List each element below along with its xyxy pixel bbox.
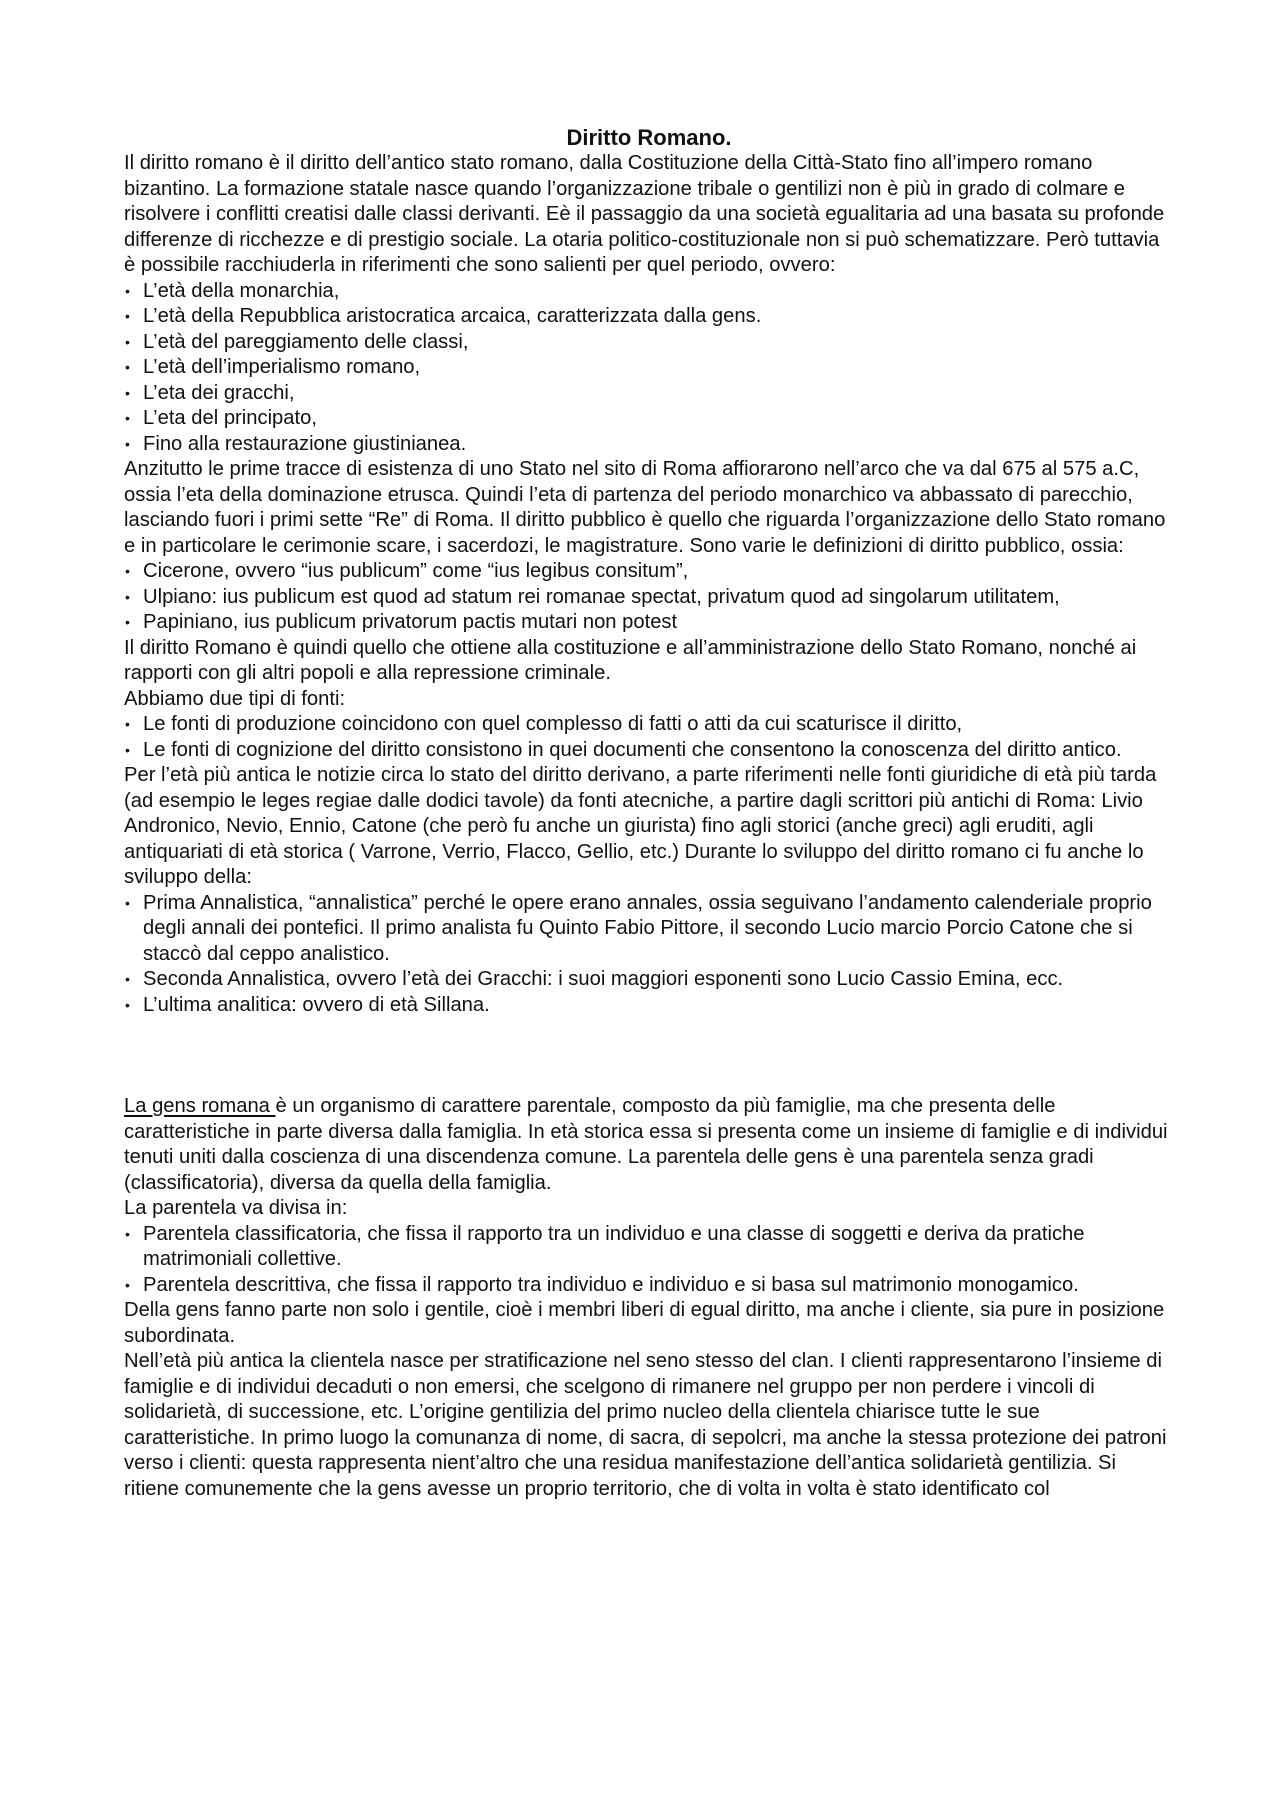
diritto-paragraph: Il diritto Romano è quindi quello che ottiene alla costituzione e all’amministrazione dello Stato Romano, nonché ai rapporti con gli altri popoli e alla repressione criminale. — [124, 636, 1137, 684]
fonti-intro: Abbiamo due tipi di fonti: — [124, 687, 346, 710]
list-item: • L’ultima analitica: ovvero di età Sillana. — [124, 993, 1174, 1019]
fonti-list — [124, 712, 1174, 763]
intro-paragraph: Il diritto romano è il diritto dell’antico stato romano, dalla Costituzione della Città-Stato fino all’impero romano bizantino. La formazione statale nasce quando l’organizzazione tribale o gentilizi non è più in grado di colmare e risolvere i conflitti creatisi dalle classi derivanti. Eè il passaggio da una società egualitaria ad una basata su profonde differenze di ricchezze e di prestigio sociale. La otaria politico-costituzionale non si può schematizzare. Però tuttavia è possibile racchiuderla in riferimenti che sono salienti per quel periodo, ovvero: — [124, 152, 1165, 276]
list-item: • Cicerone, ovvero “ius publicum” come “ius legibus consitum”, — [124, 559, 1174, 585]
parentela-intro: La parentela va divisa in: — [124, 1197, 348, 1219]
definitions-list — [124, 559, 1174, 636]
gens-paragraph — [124, 1094, 1174, 1196]
periods-list — [124, 279, 1174, 458]
parentela-list — [124, 1222, 1174, 1299]
gens-text: è un organismo di carattere parentale, composto da più famiglie, ma che presenta delle caratteristiche in parte diversa dalla famiglia. In età storica essa si presenta come un insieme di famiglie e di individui tenuti uniti dalla coscienza di una discendenza comune. La parentela delle gens è una parentela senza gradi (classificatoria), diversa da quella della famiglia. — [124, 1095, 1168, 1194]
list-item: • L’età della Repubblica aristocratica arcaica, caratterizzata dalla gens. — [124, 304, 1174, 330]
list-item: • Le fonti di produzione coincidono con quel complesso di fatti o atti da cui scaturisce il diritto, — [124, 712, 1174, 738]
section-spacer — [124, 1018, 1174, 1094]
list-item: • Fino alla restaurazione giustinianea. — [124, 432, 1174, 458]
list-item: • L’età della monarchia, — [124, 279, 1174, 305]
gens-heading: La gens romana — [124, 1095, 276, 1117]
clientela-paragraph: Nell’età più antica la clientela nasce per stratificazione nel seno stesso del clan. I clienti rappresentarono l’insieme di famiglie e di individui decaduti o non emersi, che scelgono di rimanere nel gruppo per non perdere i vincoli di solidarietà, di successione, etc. L’origine gentilizia del primo nucleo della clientela chiarisce tutte le sue caratteristiche. In primo luogo la comunanza di nome, di sacra, di sepolcri, ma anche la stessa protezione dei patroni verso i clienti: questa rappresenta nient’altro che una residua manifestazione dell’antica solidarietà gentilizia. Si ritiene comunemente che la gens avesse un proprio territorio, che di volta in volta è stato identificato col — [124, 1350, 1167, 1500]
list-item: • Parentela descrittiva, che fissa il rapporto tra individuo e individuo e si basa sul matrimonio monogamico. — [124, 1273, 1174, 1299]
list-item: • L’età del pareggiamento delle classi, — [124, 330, 1174, 356]
list-item: • Prima Annalistica, “annalistica” perché le opere erano annales, ossia seguivano l’andamento calenderiale proprio degli annali dei pontefici. Il primo analista fu Quinto Fabio Pittore, il secondo Lucio marcio Porcio Catone che si staccò dal ceppo analistico. — [124, 891, 1174, 968]
origins-paragraph: Anzitutto le prime tracce di esistenza di uno Stato nel sito di Roma affiorarono nell’arco che va dal 675 al 575 a.C, ossia l’eta della dominazione etrusca. Quindi l’eta di partenza del periodo monarchico va abbassato di parecchio, lasciando fuori i primi sette “Re” di Roma. Il diritto pubblico è quello che riguarda l’organizzazione dello Stato romano e in particolare le cerimonie scare, i sacerdozi, le magistrature. Sono varie le definizioni di diritto pubblico, ossia: — [124, 458, 1166, 557]
annalistica-list — [124, 891, 1174, 1019]
list-item: • L’eta dei gracchi, — [124, 381, 1174, 407]
list-item: • Le fonti di cognizione del diritto consistono in quei documenti che consentono la conoscenza del diritto antico. — [124, 738, 1174, 764]
gentile-paragraph: Della gens fanno parte non solo i gentile, cioè i membri liberi di egual diritto, ma anche i cliente, sia pure in posizione subordinata. — [124, 1299, 1165, 1347]
list-item: • Parentela classificatoria, che fissa il rapporto tra un individuo e una classe di soggetti e deriva da pratiche matrimoniali collettive. — [124, 1222, 1174, 1273]
document-page — [124, 124, 1174, 1502]
page-title: Diritto Romano. — [566, 125, 732, 150]
notizie-paragraph: Per l’età più antica le notizie circa lo stato del diritto derivano, a parte riferimenti nelle fonti giuridiche di età più tarda (ad esempio le leges regiae dalle dodici tavole) da fonti atecniche, a partire dagli scrittori più antichi di Roma: Livio Andronico, Nevio, Ennio, Catone (che però fu anche un giurista) fino agli storici (anche greci) agli eruditi, agli antiquariati di età storica ( Varrone, Verrio, Flacco, Gellio, etc.) Durante lo sviluppo del diritto romano ci fu anche lo sviluppo della: — [124, 764, 1157, 888]
list-item: • Papiniano, ius publicum privatorum pactis mutari non potest — [124, 610, 1174, 636]
list-item: • Ulpiano: ius publicum est quod ad statum rei romanae spectat, privatum quod ad singolarum utilitatem, — [124, 585, 1174, 611]
list-item: • L’età dell’imperialismo romano, — [124, 355, 1174, 381]
list-item: • Seconda Annalistica, ovvero l’età dei Gracchi: i suoi maggiori esponenti sono Lucio Cassio Emina, ecc. — [124, 967, 1174, 993]
list-item: • L’eta del principato, — [124, 406, 1174, 432]
